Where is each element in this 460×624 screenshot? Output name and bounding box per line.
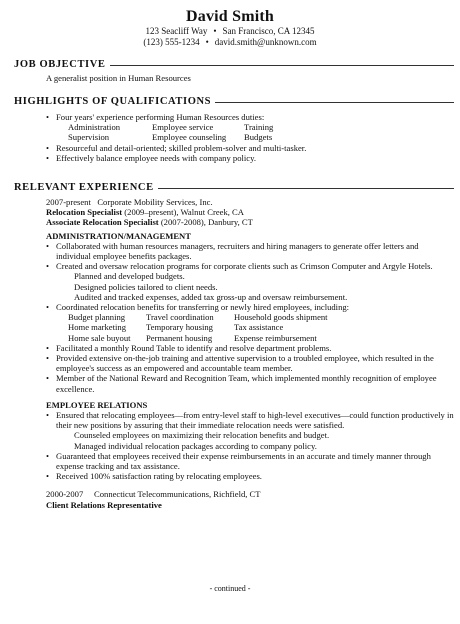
relations-subitem: Managed individual relocation packages according to company policy. [74, 440, 317, 451]
relations-bullet: • Received 100% satisfaction rating by relocating employees. [46, 471, 454, 481]
job2-company: Connecticut Telecommunications, Richfield, CT [94, 489, 261, 500]
relations-bullet-text: Ensured that relocating employees—from entry-level staff to high-level executives—could function productively in their new positions by assuring that their immediate relocation needs were satisfied. [56, 410, 454, 431]
job1-role2-detail: (2007-2008), Danbury, CT [158, 217, 253, 228]
benefit-item: Expense reimbursement [234, 332, 317, 343]
email-address: david.smith@unknown.com [214, 37, 317, 47]
job1-role1 [46, 207, 454, 217]
objective-heading-text: JOB OBJECTIVE [14, 59, 106, 70]
admin-subitem: Planned and developed budgets. [74, 271, 185, 282]
candidate-name: David Smith [186, 8, 274, 25]
contact-phone-email-line: (123) 555-1234 • david.smith@unknown.com [143, 37, 317, 47]
experience-heading [14, 181, 454, 194]
admin-bullet [46, 302, 454, 343]
contact-address-line: 123 Seacliff Way • San Francisco, CA 12345 [145, 26, 315, 36]
admin-bullet: • Collaborated with human resources managers, recruiters and hiring managers to generate offer letters and individual employee benefits packages. [46, 241, 454, 261]
relations-subheading: EMPLOYEE RELATIONS [46, 399, 148, 410]
duty-item: Employee service [152, 122, 214, 133]
benefit-item: Permanent housing [146, 332, 213, 343]
benefit-item: Travel coordination [146, 312, 214, 323]
benefit-item: Home sale buyout [68, 332, 131, 343]
duty-item: Budgets [244, 132, 273, 143]
relations-bullet [46, 410, 454, 451]
benefit-item: Tax assistance [234, 322, 284, 333]
highlights-heading [14, 95, 454, 108]
benefit-item: Home marketing [68, 322, 126, 333]
section-rule [215, 102, 454, 103]
job1-role2 [46, 217, 454, 227]
highlight-bullet: • Resourceful and detail-oriented; skilled problem-solver and multi-tasker. [46, 143, 454, 153]
section-rule [158, 188, 454, 189]
duty-item: Employee counseling [152, 132, 227, 143]
relations-bullet: • Guaranteed that employees received their expense reimbursements in an accurate and timely manner through expense tracking and tax assistance. [46, 451, 454, 471]
highlights-heading-text: HIGHLIGHTS OF QUALIFICATIONS [14, 96, 212, 107]
duty-item: Training [244, 122, 274, 133]
phone-number: (123) 555-1234 [143, 37, 200, 47]
resume-header [0, 8, 460, 48]
benefit-item: Household goods shipment [234, 312, 328, 323]
job1-role2-title: Associate Relocation Specialist [46, 217, 159, 228]
admin-subitem: Designed policies tailored to client needs. [74, 281, 218, 292]
benefit-item: Budget planning [68, 312, 126, 323]
experience-heading-text: RELEVANT EXPERIENCE [14, 182, 154, 193]
highlights-section [14, 95, 454, 163]
highlight-intro: Four years' experience performing Human Resources duties: [56, 112, 265, 122]
experience-section [14, 181, 454, 510]
admin-bullet: • Provided extensive on-the-job training and attentive supervision to a troubled employee, which resulted in the employee's success as an empowered and accountable team member. [46, 353, 454, 373]
job1-role1-title: Relocation Specialist [46, 207, 123, 218]
highlight-bullet: • Effectively balance employee needs with company policy. [46, 153, 454, 163]
job1-company: Corporate Mobility Services, Inc. [97, 197, 213, 207]
objective-text: A generalist position in Human Resources [46, 73, 191, 83]
objective-section [14, 58, 454, 83]
benefits-grid [68, 312, 454, 343]
relations-subitem: Counseled employees on maximizing their relocation benefits and budget. [74, 430, 330, 441]
highlights-body [46, 112, 454, 163]
objective-heading [14, 58, 454, 71]
admin-bullet-text: Coordinated relocation benefits for transferring or newly hired employees, including: [56, 302, 350, 313]
admin-bullet: • Facilitated a monthly Round Table to identify and resolve department problems. [46, 343, 454, 353]
duties-grid [68, 122, 454, 142]
admin-bullet-text: Created and oversaw relocation programs for corporate clients such as Crimson Computer and Argyle Hotels. [56, 261, 433, 272]
duty-item: Administration [68, 122, 121, 133]
job1-role1-detail: (2009–present), Walnut Creek, CA [122, 207, 244, 218]
section-rule [110, 65, 454, 66]
benefit-item: Temporary housing [146, 322, 213, 333]
duty-item: Supervision [68, 132, 110, 143]
continued-footer: - continued - [209, 584, 251, 593]
street-address: 123 Seacliff Way [145, 26, 208, 36]
admin-subitem: Audited and tracked expenses, added tax gross-up and oversaw reimbursement. [74, 291, 348, 302]
job1-dates: 2007-present [46, 197, 91, 207]
admin-bullet: • Member of the National Reward and Recognition Team, which implemented monthly recognition of employee excellence. [46, 373, 454, 393]
relations-bullets [46, 410, 454, 481]
admin-bullets [46, 241, 454, 394]
admin-subheading: ADMINISTRATION/MANAGEMENT [46, 230, 191, 241]
job2-dates: 2000-2007 [46, 489, 84, 500]
job2-role: Client Relations Representative [46, 499, 162, 510]
experience-body [46, 197, 454, 510]
job2-header [46, 489, 454, 499]
city-state-zip: San Francisco, CA 12345 [222, 26, 315, 36]
highlight-bullet [46, 112, 454, 143]
admin-bullet [46, 261, 454, 302]
job1-header [46, 197, 454, 207]
